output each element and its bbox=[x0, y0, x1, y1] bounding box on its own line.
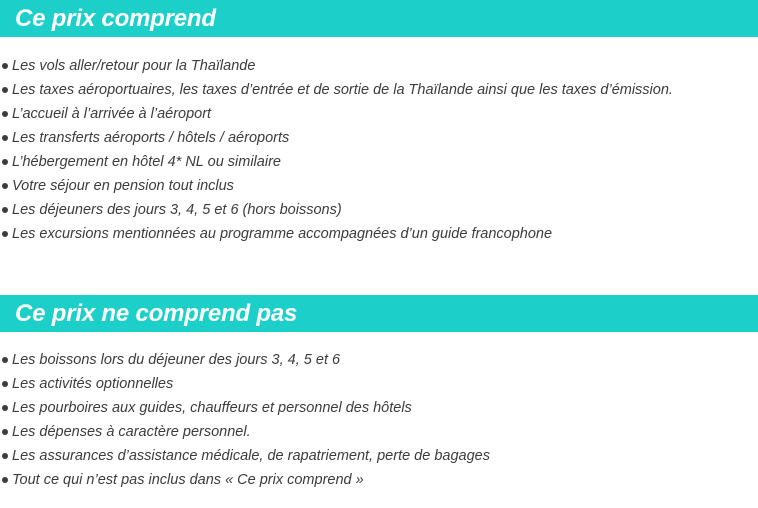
list-item-text: Les pourboires aux guides, chauffeurs et personnel des hôtels bbox=[12, 400, 412, 416]
list-item-text: Les dépenses à caractère personnel. bbox=[12, 424, 251, 440]
bullet-icon bbox=[2, 405, 8, 411]
bullet-icon bbox=[2, 207, 8, 213]
list-item-text: Les boissons lors du déjeuner des jours 3, 4, 5 et 6 bbox=[12, 352, 341, 368]
excludes-banner bbox=[0, 295, 758, 332]
list-item-text: Les déjeuners des jours 3, 4, 5 et 6 (hors boissons) bbox=[12, 202, 342, 218]
list-item-text: Les transferts aéroports / hôtels / aéroports bbox=[12, 130, 290, 146]
bullet-icon bbox=[2, 159, 8, 165]
bullet-icon bbox=[2, 111, 8, 117]
list-item bbox=[0, 444, 490, 468]
list-item-text: Les excursions mentionnées au programme accompagnées d’un guide francophone bbox=[12, 226, 553, 242]
bullet-icon bbox=[2, 87, 8, 93]
bullet-icon bbox=[2, 453, 8, 459]
list-item bbox=[0, 348, 490, 372]
list-item bbox=[0, 198, 673, 222]
list-item-text: Les vols aller/retour pour la Thaïlande bbox=[12, 58, 256, 74]
bullet-icon bbox=[2, 183, 8, 189]
list-item-text: L’hébergement en hôtel 4* NL ou similaire bbox=[12, 154, 281, 170]
bullet-icon bbox=[2, 381, 8, 387]
price-excludes-section bbox=[0, 295, 758, 488]
bullet-icon bbox=[2, 357, 8, 363]
list-item bbox=[0, 54, 673, 78]
list-item bbox=[0, 372, 490, 396]
price-includes-section bbox=[0, 0, 758, 242]
list-item bbox=[0, 174, 673, 198]
includes-banner bbox=[0, 0, 758, 37]
list-item-text: Les activités optionnelles bbox=[12, 376, 174, 392]
list-item bbox=[0, 468, 490, 492]
list-item-text: Tout ce qui n’est pas inclus dans « Ce prix comprend » bbox=[12, 472, 364, 488]
list-item-text: Les taxes aéroportuaires, les taxes d’entrée et de sortie de la Thaïlande ainsi que les taxes d’émission. bbox=[12, 82, 673, 98]
bullet-icon bbox=[2, 231, 8, 237]
list-item-text: Votre séjour en pension tout inclus bbox=[12, 178, 234, 194]
bullet-icon bbox=[2, 429, 8, 435]
bullet-icon bbox=[2, 477, 8, 483]
list-item bbox=[0, 420, 490, 444]
bullet-icon bbox=[2, 135, 8, 141]
excludes-title: Ce prix ne comprend pas bbox=[15, 299, 298, 327]
includes-title: Ce prix comprend bbox=[15, 4, 216, 32]
bullet-icon bbox=[2, 63, 8, 69]
list-item-text: Les assurances d’assistance médicale, de rapatriement, perte de bagages bbox=[12, 448, 490, 464]
list-item bbox=[0, 126, 673, 150]
list-item bbox=[0, 150, 673, 174]
includes-list bbox=[0, 54, 673, 246]
list-item bbox=[0, 78, 673, 102]
excludes-list bbox=[0, 348, 490, 492]
list-item bbox=[0, 222, 673, 246]
list-item bbox=[0, 396, 490, 420]
list-item-text: L’accueil à l’arrivée à l’aéroport bbox=[12, 106, 212, 122]
list-item bbox=[0, 102, 673, 126]
